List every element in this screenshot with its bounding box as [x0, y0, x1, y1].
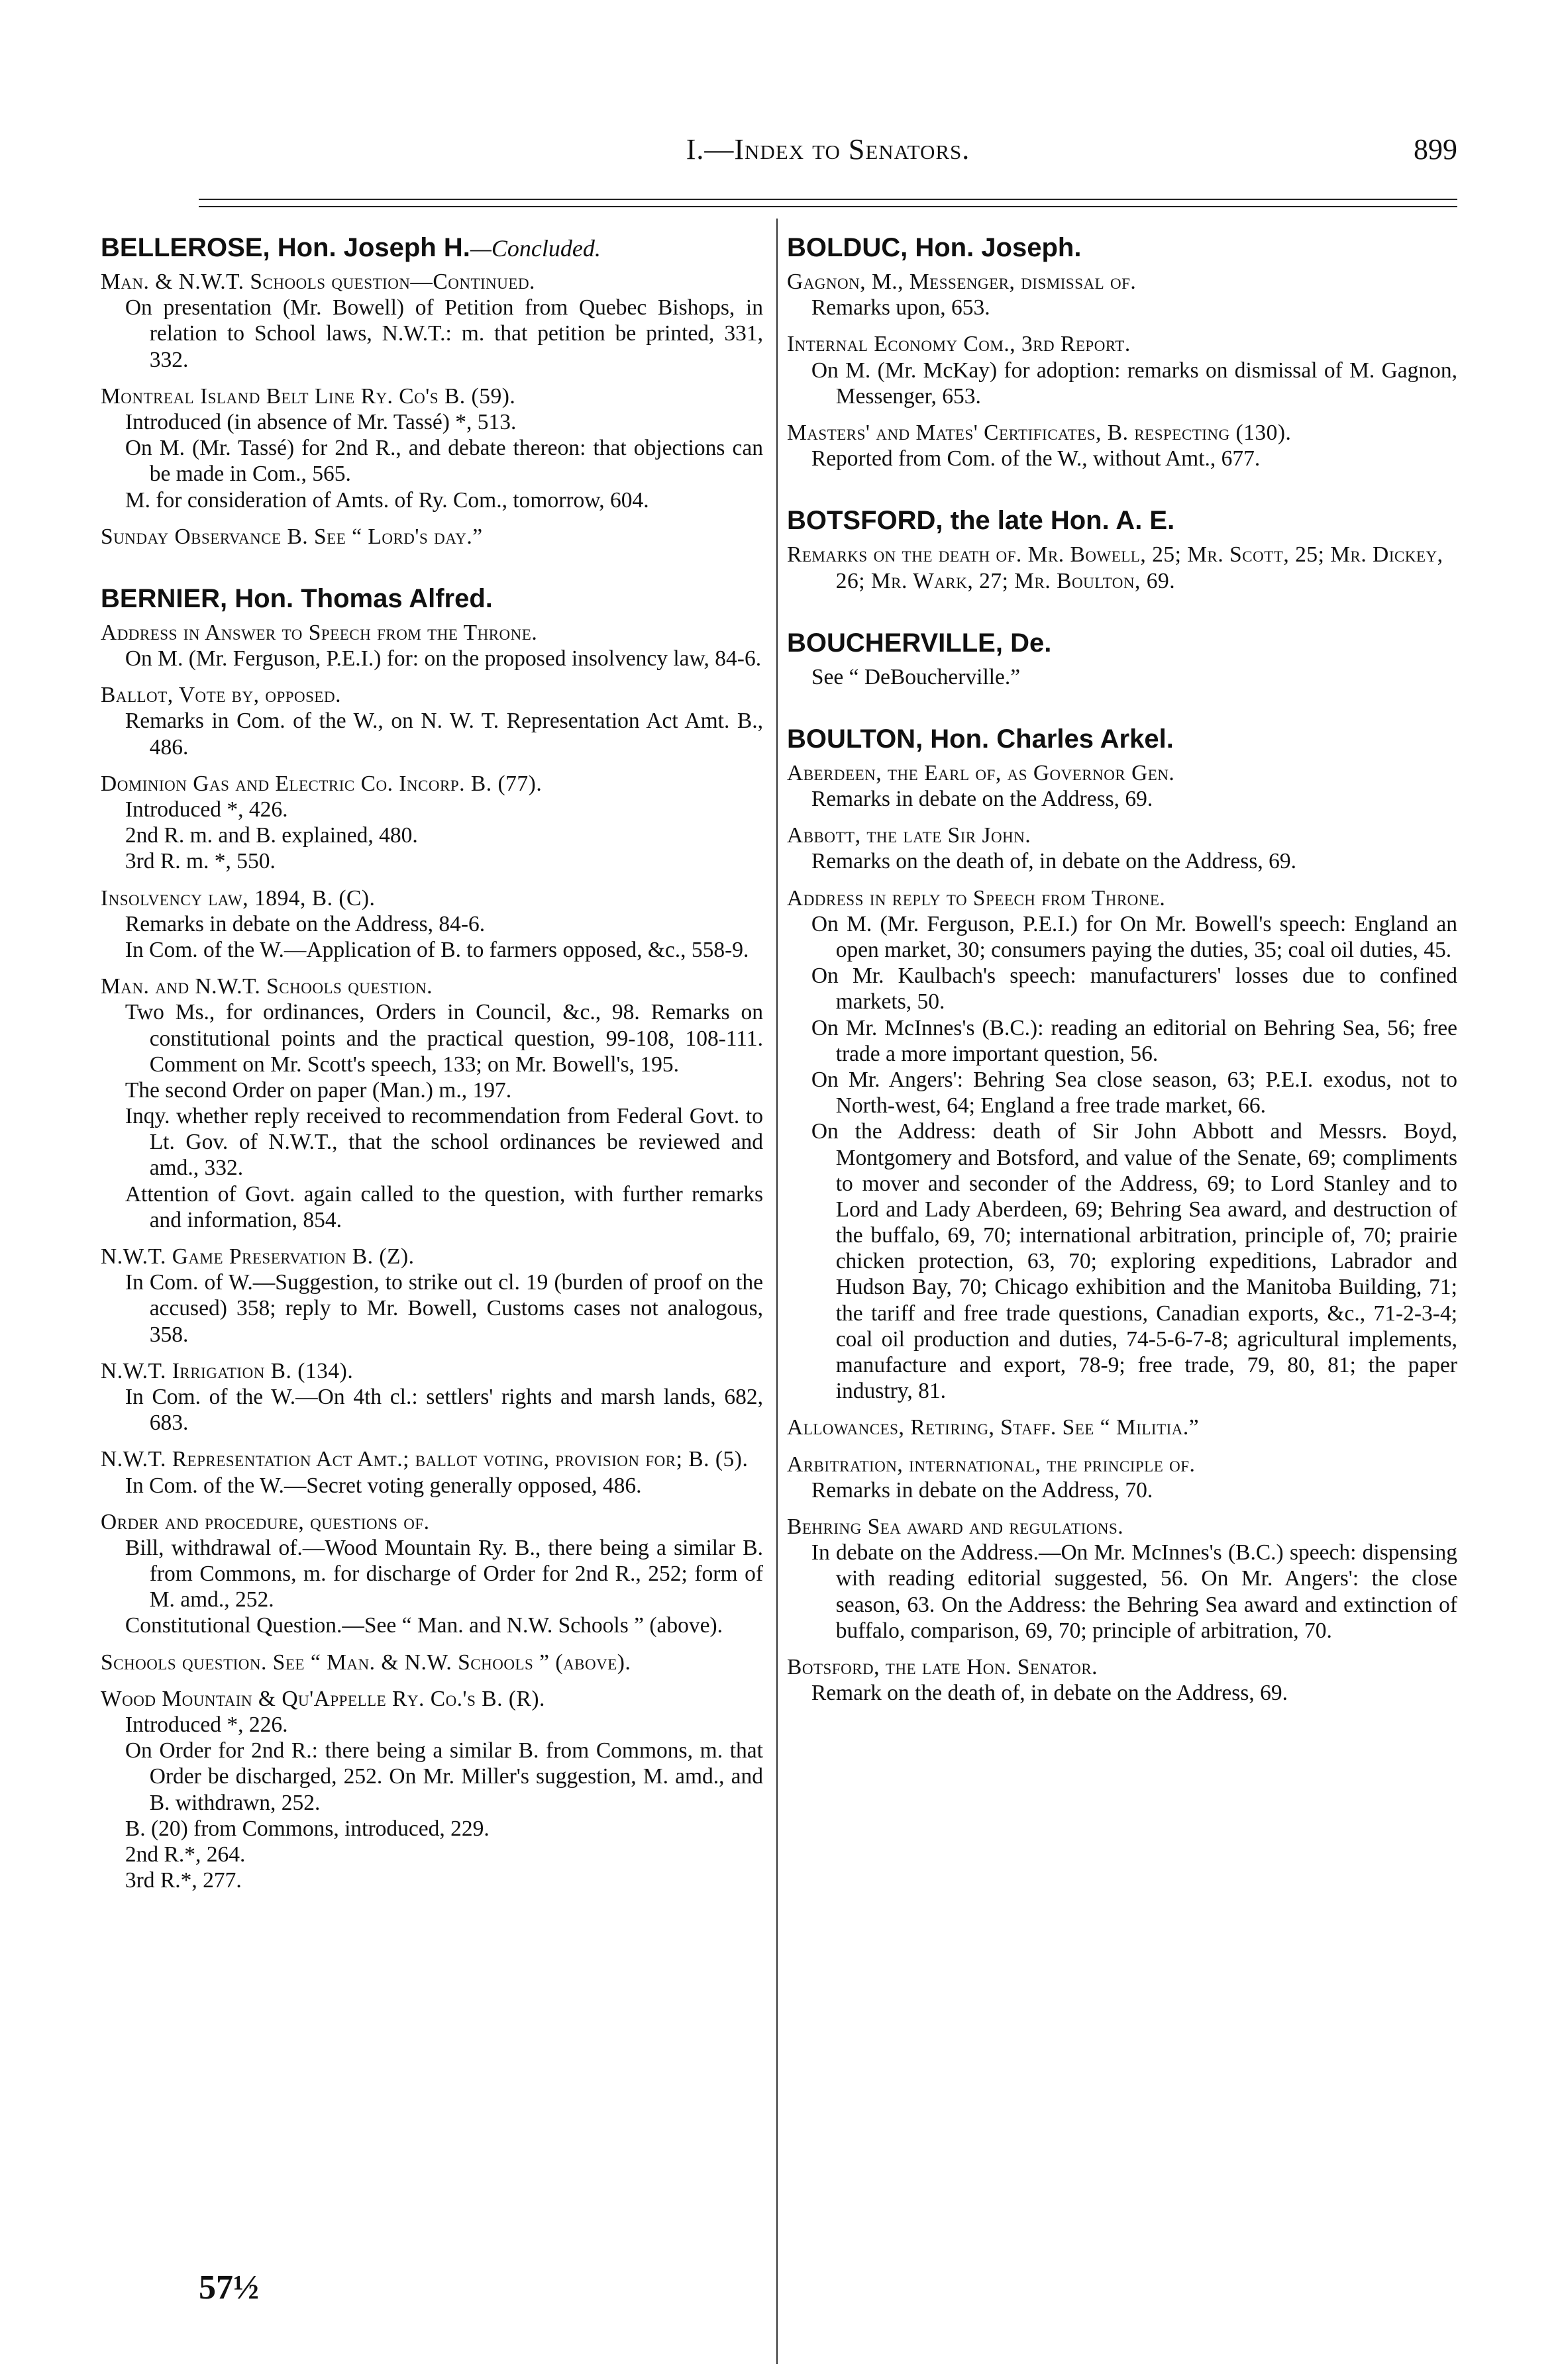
- senator-name: [787, 724, 1457, 754]
- entry-heading: Remarks on the death of. Mr. Bowell, 25; Mr. Scott, 25; Mr. Dickey, 26; Mr. Wark, 27; Mr. Boulton, 69.: [787, 542, 1443, 593]
- entry-line: 3rd R.*, 277.: [125, 1868, 242, 1893]
- section-gap: [787, 482, 1457, 506]
- entry-line: Remark on the death of, in debate on the Address, 69.: [811, 1681, 1288, 1706]
- index-entry: [101, 269, 763, 373]
- entry-line: Remarks in Com. of the W., on N. W. T. Representation Act Amt. B., 486.: [125, 709, 763, 760]
- entry-line: Attention of Govt. again called to the question, with further remarks and information, 854.: [125, 1181, 763, 1232]
- index-entry: [787, 1414, 1457, 1440]
- entry-heading: Internal Economy Com., 3rd Report.: [787, 332, 1131, 357]
- entry-heading: Insolvency law, 1894, B. (C).: [101, 885, 376, 911]
- entry-line: In Com. of the W.—Secret voting generally opposed, 486.: [125, 1473, 642, 1498]
- senator-name-text: BOULTON, Hon. Charles Arkel.: [787, 724, 1174, 754]
- entry-heading: Order and procedure, questions of.: [101, 1509, 430, 1534]
- senator-name: [101, 233, 763, 262]
- entry-line: On Order for 2nd R.: there being a similar B. from Commons, m. that Order be discharged, 252. On Mr. Miller's suggestion, M. amd., and B. withdrawn, 252.: [125, 1738, 763, 1815]
- senator-block: [787, 233, 1457, 471]
- entry-line: In Com. of the W.—On 4th cl.: settlers' rights and marsh lands, 682, 683.: [125, 1384, 763, 1436]
- entry-heading: N.W.T. Game Preservation B. (Z).: [101, 1244, 415, 1269]
- entry-heading: Address in reply to Speech from Throne.: [787, 885, 1166, 911]
- entry-line: On the Address: death of Sir John Abbott and Messrs. Boyd, Montgomery and Botsford, and value of the Senate, 69; compliments to mover and seconder of the Address, 69; to Lord Stanley and to Lord and Lady Aberdeen, 69; Behring Sea award, and destruction of the buffalo, 69, 70; international arbitration, principle of, 70; prairie chicken protection, 63, 70; exploring expeditions, Labrador and Hudson Bay, 70; Chicago exhibition and the Manitoba Building, 71; the tariff and free trade questions, Canadian exports, &c., 71-2-3-4; coal oil production and duties, 74-5-6-7-8; agricultural implements, manufacture and export, 78-9; free trade, 79, 80, 81; the paper industry, 81.: [811, 1119, 1457, 1404]
- index-entry: [101, 524, 763, 550]
- entry-line: Remarks upon, 653.: [811, 295, 990, 321]
- entry-line: Remarks in debate on the Address, 69.: [811, 787, 1153, 812]
- index-entry: [787, 1452, 1457, 1503]
- entry-heading: Aberdeen, the Earl of, as Governor Gen.: [787, 760, 1175, 785]
- senator-name-text: BOLDUC, Hon. Joseph.: [787, 233, 1082, 262]
- entry-line: Reported from Com. of the W., without Amt., 677.: [811, 446, 1261, 471]
- header-rule: [199, 199, 1457, 207]
- entry-line: On presentation (Mr. Bowell) of Petition from Quebec Bishops, in relation to School laws, N.W.T.: m. that petition be printed, 331, 332.: [125, 295, 763, 372]
- index-entry: [787, 664, 1457, 690]
- senator-name: [787, 233, 1457, 262]
- entry-heading: Behring Sea award and regulations.: [787, 1514, 1124, 1539]
- entry-line: In Com. of the W.—Application of B. to farmers opposed, &c., 558-9.: [125, 937, 749, 962]
- senator-block: [101, 584, 763, 1893]
- senator-name-text: BELLEROSE, Hon. Joseph H.: [101, 233, 470, 262]
- entry-heading: Address in Answer to Speech from the Throne.: [101, 620, 538, 645]
- index-entry: [787, 420, 1457, 471]
- entry-heading: Man. and N.W.T. Schools question.: [101, 974, 433, 999]
- page-number: 899: [1414, 133, 1457, 166]
- entry-heading: Masters' and Mates' Certificates, B. respecting (130).: [787, 420, 1292, 445]
- entry-heading: Arbitration, international, the principle of.: [787, 1452, 1196, 1477]
- index-entry: [787, 269, 1457, 321]
- entry-line: In debate on the Address.—On Mr. McInnes's (B.C.) speech: dispensing with reading editorial suggested, 56. On Mr. Angers': the close season, 63. On the Address: the Behring Sea award and extinction of buffalo, comparison, 69, 70; principle of arbitration, 70.: [811, 1540, 1457, 1643]
- entry-heading: Wood Mountain & Qu'Appelle Ry. Co.'s B. (R).: [101, 1686, 545, 1711]
- index-entry: [101, 682, 763, 760]
- index-entry: [101, 1446, 763, 1498]
- entry-line: On M. (Mr. McKay) for adoption: remarks on dismissal of M. Gagnon, Messenger, 653.: [811, 358, 1457, 409]
- index-entry: [787, 822, 1457, 874]
- entry-heading: Montreal Island Belt Line Ry. Co's B. (59).: [101, 383, 516, 409]
- entry-line: See “ DeBoucherville.”: [811, 664, 1021, 689]
- senator-block: [787, 724, 1457, 1706]
- page-title: I.—Index to Senators.: [686, 133, 970, 166]
- senator-name-text: BOTSFORD, the late Hon. A. E.: [787, 506, 1175, 536]
- index-entry: [787, 1654, 1457, 1706]
- senator-name: [787, 628, 1457, 658]
- senator-block: [101, 233, 763, 550]
- senator-name-text: BERNIER, Hon. Thomas Alfred.: [101, 583, 493, 613]
- page-header: [199, 132, 1457, 172]
- entry-heading: Dominion Gas and Electric Co. Incorp. B. (77).: [101, 771, 543, 796]
- index-entry: [787, 1514, 1457, 1644]
- entry-line: In Com. of W.—Suggestion, to strike out cl. 19 (burden of proof on the accused) 358; reply to Mr. Bowell, Customs cases not analogous, 358.: [125, 1270, 763, 1347]
- entry-line: Introduced *, 226.: [125, 1712, 288, 1737]
- entry-line: On Mr. Angers': Behring Sea close season, 63; P.E.I. exodus, not to North-west, 64; England a free trade market, 66.: [811, 1067, 1457, 1118]
- index-entry: [101, 1650, 763, 1675]
- entry-line: B. (20) from Commons, introduced, 229.: [125, 1816, 490, 1841]
- entry-line: Remarks in debate on the Address, 70.: [811, 1477, 1153, 1503]
- section-gap: [101, 560, 763, 584]
- index-entry: [101, 383, 763, 513]
- entry-heading: Botsford, the late Hon. Senator.: [787, 1654, 1098, 1679]
- entry-line: On M. (Mr. Ferguson, P.E.I.) for On Mr. Bowell's speech: England an open market, 30; consumers paying the duties, 35; coal oil duties, 45.: [811, 911, 1457, 962]
- index-entry: [101, 1358, 763, 1436]
- senator-block: [787, 628, 1457, 690]
- entry-line: 2nd R.*, 264.: [125, 1842, 246, 1867]
- entry-line: 3rd R. m. *, 550.: [125, 849, 276, 874]
- entry-line: Bill, withdrawal of.—Wood Mountain Ry. B., there being a similar B. from Commons, m. for discharge of Order for 2nd R., 252; form of M. amd., 252.: [125, 1535, 763, 1612]
- entry-heading: Gagnon, M., Messenger, dismissal of.: [787, 270, 1137, 294]
- entry-heading: N.W.T. Irrigation B. (134).: [101, 1358, 354, 1383]
- right-column: [787, 233, 1457, 1716]
- index-entry: [787, 760, 1457, 812]
- entry-line: 2nd R. m. and B. explained, 480.: [125, 823, 418, 848]
- index-entry: [101, 771, 763, 875]
- entry-heading: Abbott, the late Sir John.: [787, 823, 1031, 848]
- signature-mark: 57½: [199, 2269, 259, 2306]
- entry-line: On M. (Mr. Ferguson, P.E.I.) for: on the proposed insolvency law, 84-6.: [125, 646, 762, 671]
- index-entry: [101, 973, 763, 1233]
- entry-line: On M. (Mr. Tassé) for 2nd R., and debate thereon: that objections can be made in Com., 565.: [125, 436, 763, 487]
- senator-name: [787, 506, 1457, 535]
- entry-heading: Man. & N.W.T. Schools question—Continued.: [101, 270, 535, 294]
- entry-line: Introduced (in absence of Mr. Tassé) *, 513.: [125, 409, 517, 434]
- index-entry: [787, 542, 1457, 593]
- column-divider: [776, 219, 778, 2364]
- entry-heading: Sunday Observance B. See “ Lord's day.”: [101, 524, 483, 549]
- index-entry: [787, 331, 1457, 409]
- index-entry: [101, 620, 763, 671]
- index-entry: [101, 1686, 763, 1894]
- left-column: [101, 233, 763, 1904]
- entry-line: The second Order on paper (Man.) m., 197.: [125, 1077, 512, 1103]
- entry-line: Two Ms., for ordinances, Orders in Council, &c., 98. Remarks on constitutional points and the practical question, 99-108, 108-111. Comment on Mr. Scott's speech, 133; on Mr. Bowell's, 195.: [125, 1000, 763, 1077]
- index-entry: [101, 885, 763, 964]
- entry-line: Remarks in debate on the Address, 84-6.: [125, 911, 486, 936]
- entry-heading: N.W.T. Representation Act Amt.; ballot voting, provision for; B. (5).: [101, 1447, 749, 1472]
- section-gap: [787, 605, 1457, 628]
- index-entry: [101, 1509, 763, 1639]
- senator-name-qualifier: —Concluded.: [470, 235, 601, 262]
- entry-line: On Mr. McInnes's (B.C.): reading an editorial on Behring Sea, 56; free trade a more important question, 56.: [811, 1015, 1457, 1066]
- entry-line: M. for consideration of Amts. of Ry. Com., tomorrow, 604.: [125, 487, 649, 513]
- entry-heading: Ballot, Vote by, opposed.: [101, 683, 341, 708]
- entry-line: Remarks on the death of, in debate on the Address, 69.: [811, 849, 1297, 874]
- index-entry: [101, 1244, 763, 1348]
- senator-name: [101, 584, 763, 613]
- senator-block: [787, 506, 1457, 593]
- index-entry: [787, 885, 1457, 1405]
- entry-line: Inqy. whether reply received to recommendation from Federal Govt. to Lt. Gov. of N.W.T., that the school ordinances be reviewed and amd., 332.: [125, 1104, 763, 1181]
- entry-line: Introduced *, 426.: [125, 797, 288, 822]
- entry-line: On Mr. Kaulbach's speech: manufacturers' losses due to confined markets, 50.: [811, 964, 1457, 1015]
- section-gap: [787, 701, 1457, 724]
- entry-heading: Schools question. See “ Man. & N.W. Schools ” (above).: [101, 1650, 631, 1675]
- entry-heading: Allowances, Retiring, Staff. See “ Militia.”: [787, 1415, 1200, 1440]
- senator-name-text: BOUCHERVILLE, De.: [787, 628, 1052, 658]
- entry-line: Constitutional Question.—See “ Man. and N.W. Schools ” (above).: [125, 1613, 723, 1638]
